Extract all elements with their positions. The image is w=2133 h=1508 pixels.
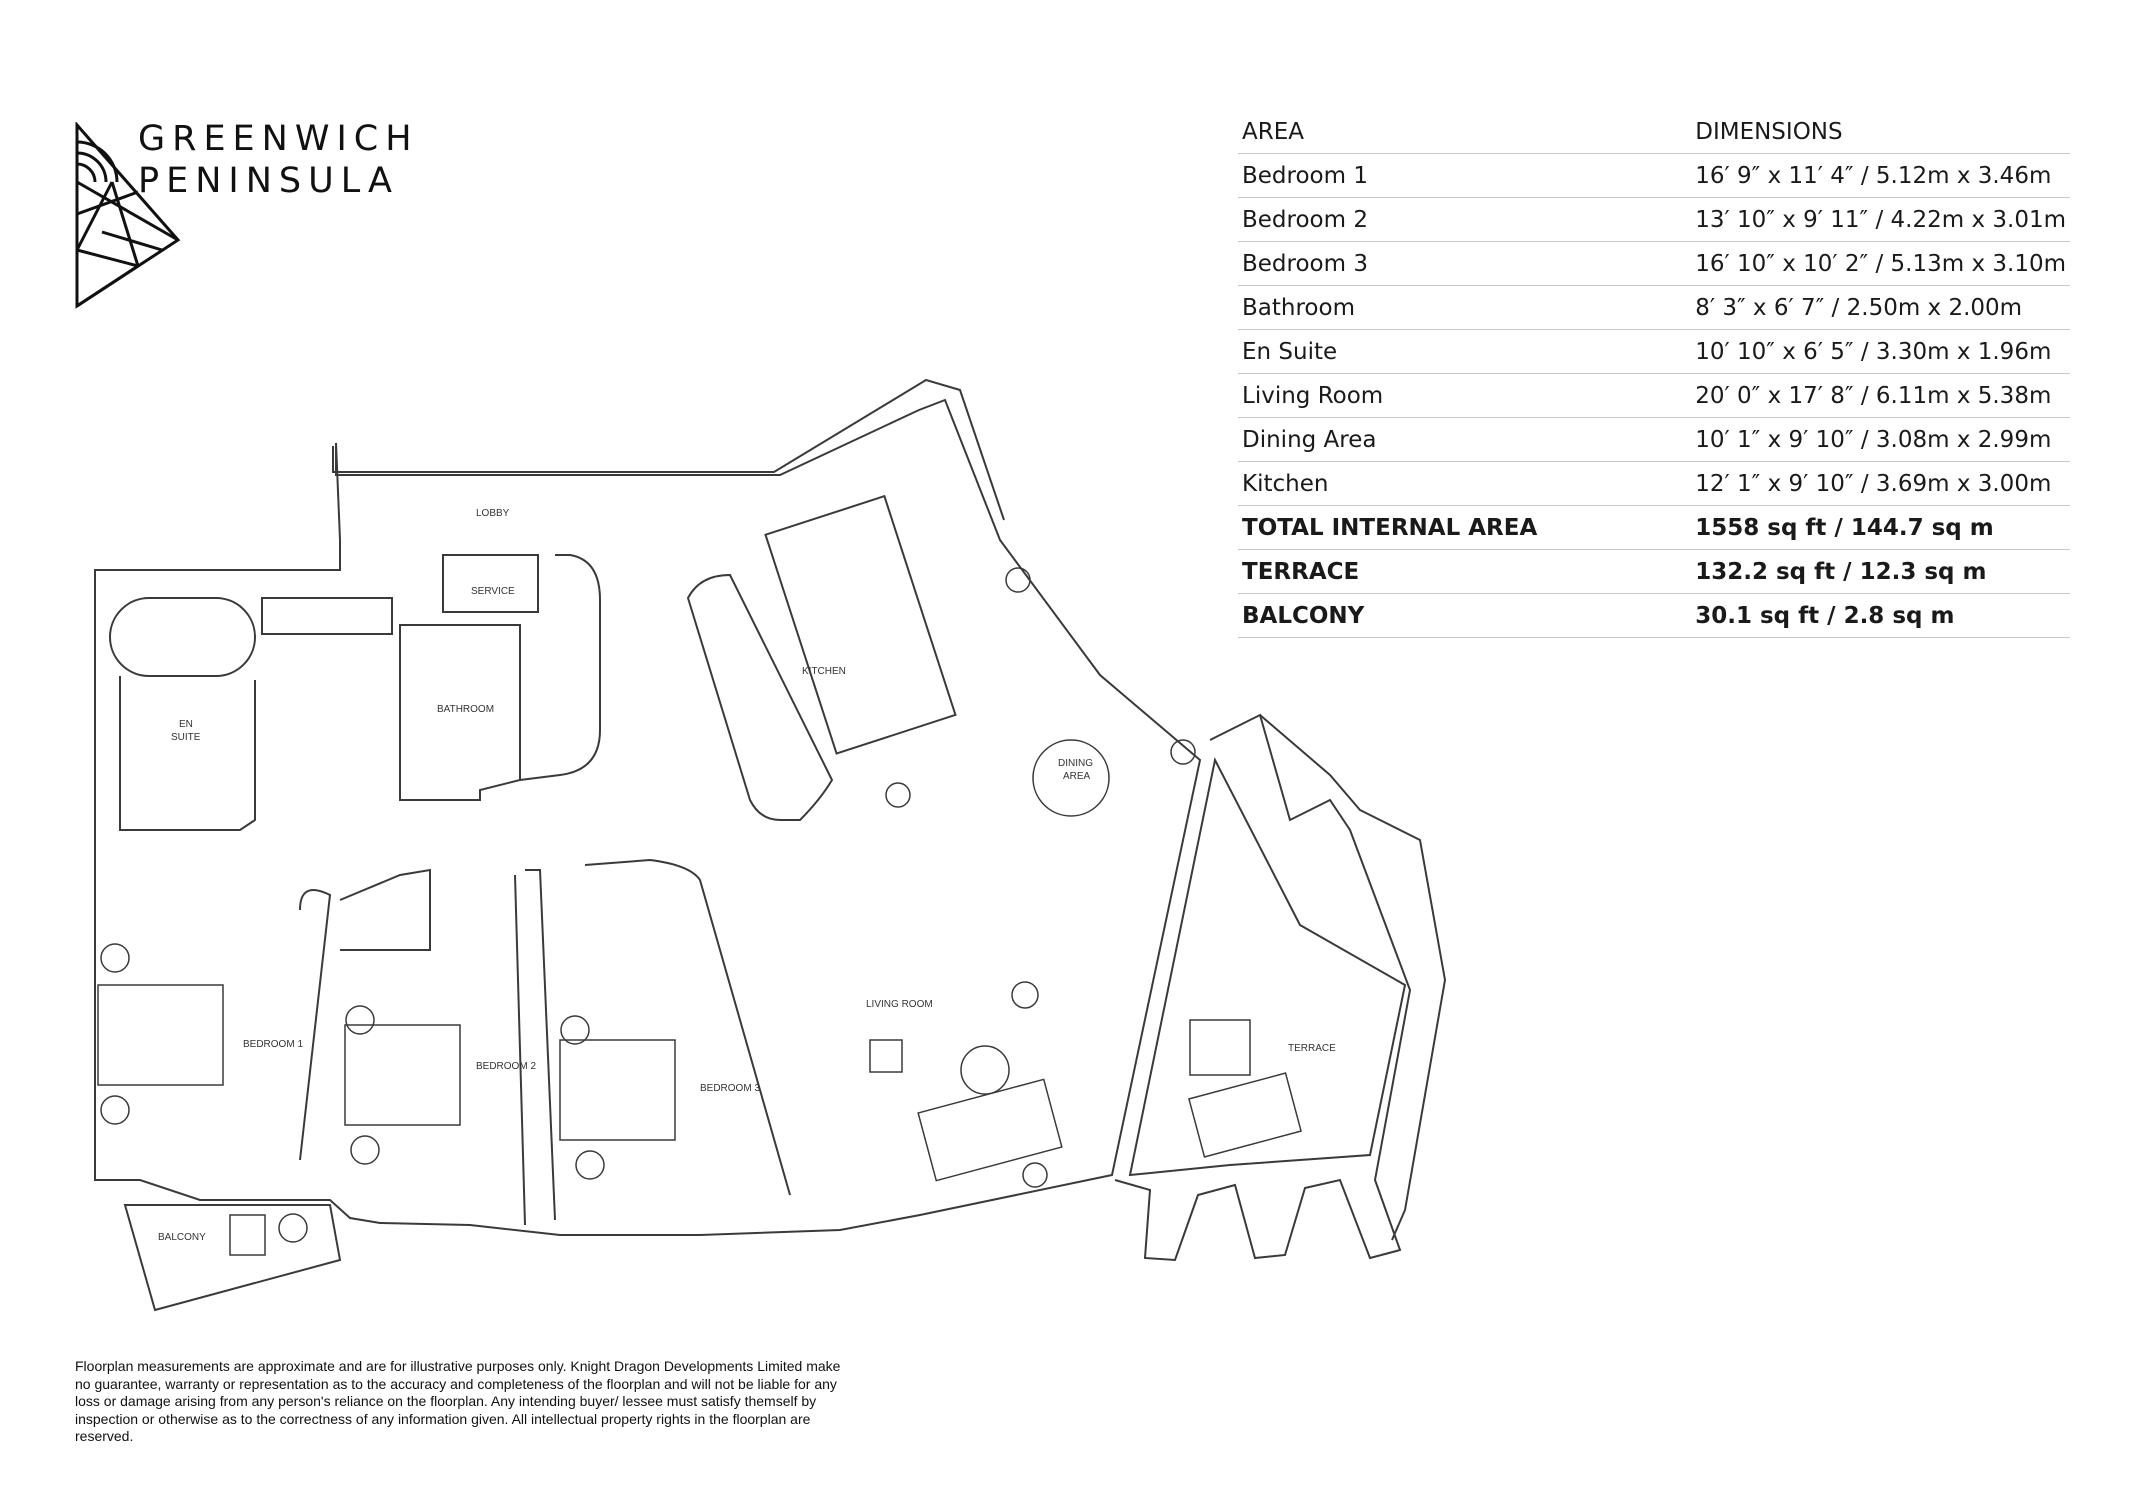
area-dimensions: 12′ 1″ x 9′ 10″ / 3.69m x 3.00m [1691,462,2070,506]
area-name: Bedroom 1 [1238,154,1691,198]
room-label-bedroom-1: BEDROOM 1 [243,1039,304,1050]
area-dimensions: 8′ 3″ x 6′ 7″ / 2.50m x 2.00m [1691,286,2070,330]
room-label-service: SERVICE [471,586,515,597]
room-label-terrace: TERRACE [1288,1043,1336,1054]
room-label-en-suite-line-2: SUITE [171,732,201,743]
total-value: 1558 sq ft / 144.7 sq m [1691,506,2070,550]
room-label-lobby: LOBBY [476,508,510,519]
column-header-area: AREA [1238,110,1691,154]
total-value: 132.2 sq ft / 12.3 sq m [1691,550,2070,594]
area-name: Living Room [1238,374,1691,418]
room-label-en-suite-line-1: EN [179,719,193,730]
disclaimer-text: Floorplan measurements are approximate and are for illustrative purposes only. Knight Dragon Developments Limited make no guarantee, warranty or representation as to the accuracy and completeness of the floorplan and will not be liable for any loss or damage arising from any person's reliance on the floorplan. Any intending buyer/ lessee must satisfy themself by inspection or otherwise as to the correctness of any information given. All intellectual property rights in the floorplan are reserved. [75,1358,841,1444]
area-dimensions: 16′ 10″ x 10′ 2″ / 5.13m x 3.10m [1691,242,2070,286]
room-label-bathroom: BATHROOM [437,704,495,715]
outer-wall [333,380,1004,520]
area-dimensions: 16′ 9″ x 11′ 4″ / 5.12m x 3.46m [1691,154,2070,198]
column-header-dimensions: DIMENSIONS [1691,110,2070,154]
room-label-bedroom-2: BEDROOM 2 [476,1061,537,1072]
area-dimensions: 10′ 10″ x 6′ 5″ / 3.30m x 1.96m [1691,330,2070,374]
room-label-bedroom-3: BEDROOM 3 [700,1083,761,1094]
area-dimensions: 20′ 0″ x 17′ 8″ / 6.11m x 5.38m [1691,374,2070,418]
total-label: BALCONY [1238,594,1691,638]
total-label: TERRACE [1238,550,1691,594]
area-name: Kitchen [1238,462,1691,506]
area-dimensions: 13′ 10″ x 9′ 11″ / 4.22m x 3.01m [1691,198,2070,242]
room-label-kitchen: KITCHEN [802,666,846,677]
partitions [110,496,955,1225]
brand-name-line-2: PENINSULA [138,161,399,201]
balcony-floor [125,1205,340,1310]
area-dimensions: 10′ 1″ x 9′ 10″ / 3.08m x 2.99m [1691,418,2070,462]
interior-floor [95,400,1200,1235]
room-label-living-room: LIVING ROOM [866,999,933,1010]
room-label-dining-line-2: AREA [1063,771,1091,782]
furniture [98,568,1301,1255]
area-name: Bedroom 3 [1238,242,1691,286]
area-name: En Suite [1238,330,1691,374]
terrace-parapet [1115,715,1410,1260]
total-label: TOTAL INTERNAL AREA [1238,506,1691,550]
area-name: Bathroom [1238,286,1691,330]
brand-name-line-1: GREENWICH [138,119,419,159]
area-name: Dining Area [1238,418,1691,462]
total-value: 30.1 sq ft / 2.8 sq m [1691,594,2070,638]
room-label-balcony: BALCONY [158,1232,206,1243]
area-name: Bedroom 2 [1238,198,1691,242]
room-label-dining-line-1: DINING [1058,758,1093,769]
terrace-floor [1130,760,1405,1175]
